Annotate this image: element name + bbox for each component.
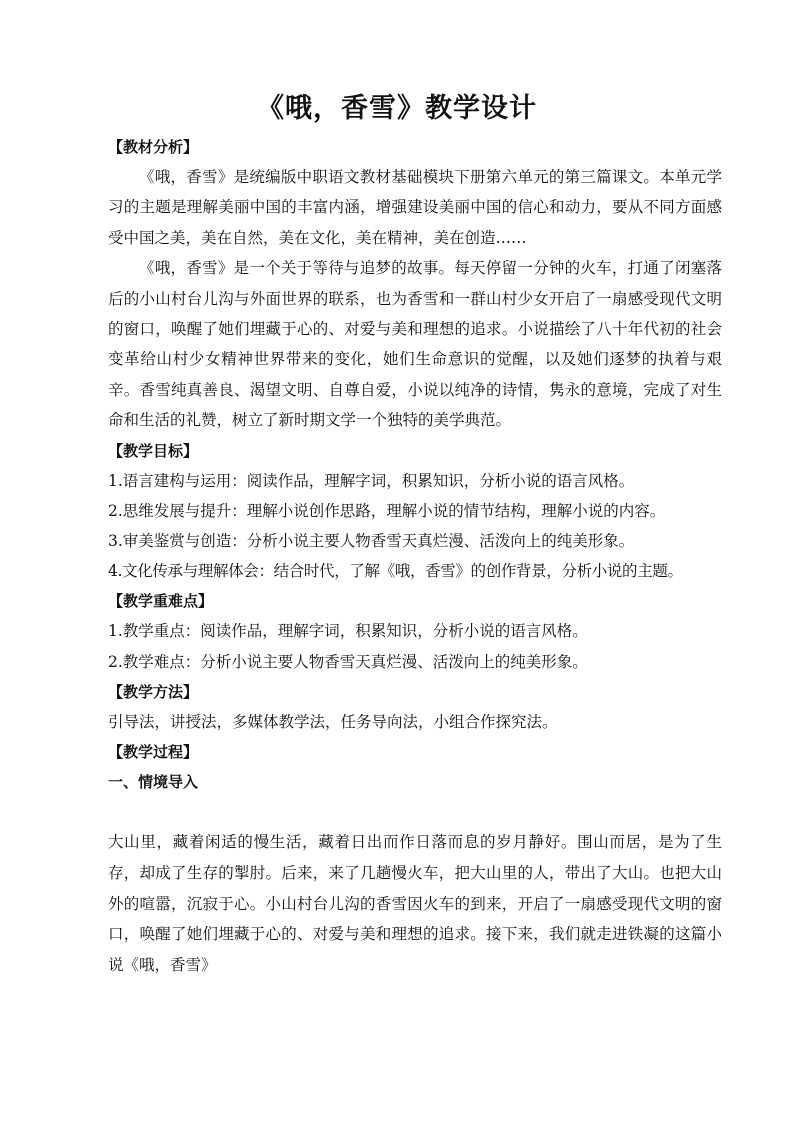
section-heading-key-points: 【教学重难点】	[108, 592, 214, 611]
document-title: 《哦，香雪》教学设计	[257, 93, 537, 124]
goal-item: 1.语言建构与运用：阅读作品，理解字词，积累知识，分析小说的语言风格。	[108, 471, 635, 490]
section-heading-analysis: 【教材分析】	[108, 138, 199, 156]
document-body	[108, 132, 722, 981]
analysis-paragraph-1: 《哦，香雪》是统编版中职语文教材基础模块下册第六单元的第三篇课文。本单元学习的主题是理解美丽中国的丰富内涵，增强建设美丽中国的信心和动力，要从不同方面感受中国之美，美在自然，美在文化，美在精神，美在创造……	[108, 168, 722, 247]
key-point-item: 2.教学难点：分析小说主要人物香雪天真烂漫、活泼向上的纯美形象。	[108, 652, 588, 671]
analysis-paragraph-2: 《哦，香雪》是一个关于等待与追梦的故事。每天停留一分钟的火车，打通了闭塞落后的小山村台儿沟与外面世界的联系，也为香雪和一群山村少女开启了一扇感受现代文明的窗口，唤醒了她们埋藏于心的、对爱与美和理想的追求。小说描绘了八十年代初的社会变革给山村少女精神世界带来的变化，她们生命意识的觉醒，以及她们逐梦的执着与艰辛。香雪纯真善良、渴望文明、自尊自爱，小说以纯净的诗情，隽永的意境，完成了对生命和生活的礼赞，树立了新时期文学一个独特的美学典范。	[108, 259, 722, 430]
goal-item: 3.审美鉴赏与创造：分析小说主要人物香雪天真烂漫、活泼向上的纯美形象。	[108, 532, 635, 551]
key-point-item: 1.教学重点：阅读作品，理解字词，积累知识，分析小说的语言风格。	[108, 622, 588, 641]
section-heading-goals: 【教学目标】	[108, 441, 199, 460]
goal-item: 4.文化传承与理解体会：结合时代，了解《哦，香雪》的创作背景，分析小说的主题。	[108, 562, 683, 581]
process-step-heading: 一、情境导入	[108, 773, 199, 792]
goal-item: 2.思维发展与提升：理解小说创作思路，理解小说的情节结构，理解小说的内容。	[108, 501, 666, 520]
section-heading-process: 【教学过程】	[108, 743, 199, 762]
blank-line	[108, 797, 722, 827]
methods-text: 引导法，讲授法，多媒体教学法，任务导向法，小组合作探究法。	[108, 712, 558, 731]
process-step-text: 大山里，藏着闲适的慢生活，藏着日出而作日落而息的岁月静好。围山而居，是为了生存，却成了生存的掣肘。后来，来了几趟慢火车，把大山里的人，带出了大山。也把大山外的喧嚣，沉寂于心。小山村台儿沟的香雪因火车的到来，开启了一扇感受现代文明的窗口，唤醒了她们埋藏于心的、对爱与美和理想的追求。接下来，我们就走进铁凝的这篇小说《哦，香雪》	[108, 833, 722, 975]
section-heading-methods: 【教学方法】	[108, 682, 199, 701]
